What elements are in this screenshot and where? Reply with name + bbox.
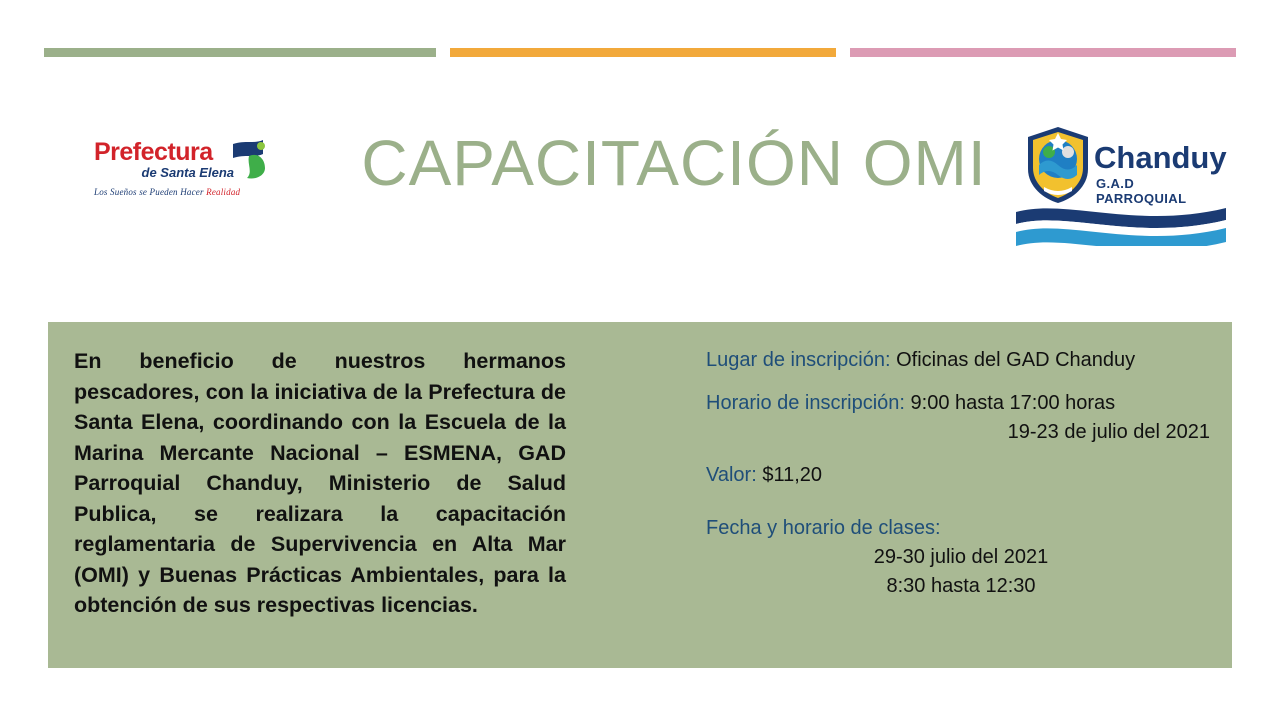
details-column bbox=[706, 346, 1216, 615]
decorative-bar-group bbox=[44, 48, 1236, 57]
prefectura-logo-subtitle: de Santa Elena bbox=[141, 165, 234, 180]
clases-hora: 8:30 hasta 12:30 bbox=[886, 575, 1036, 597]
prefectura-slogan-part2: Realidad bbox=[206, 187, 241, 197]
lugar-label: Lugar de inscripción: bbox=[706, 349, 891, 371]
valor-value: $11,20 bbox=[762, 464, 823, 486]
decorative-bar-green bbox=[44, 48, 436, 57]
chanduy-logo bbox=[1016, 120, 1226, 250]
horario-label: Horario de inscripción: bbox=[706, 392, 905, 414]
details-spacer bbox=[706, 504, 1216, 514]
valor-label: Valor: bbox=[706, 464, 757, 486]
prefectura-slogan-part1: Los Sueños se Pueden Hacer bbox=[94, 187, 207, 197]
chanduy-logo-subtitle: G.A.D PARROQUIAL bbox=[1096, 176, 1187, 206]
prefectura-emblem-icon bbox=[229, 138, 269, 180]
description-paragraph: En beneficio de nuestros hermanos pescadores, con la iniciativa de la Prefectura de Santa Elena, coordinando con la Escuela de la Marina Mercante Nacional – ESMENA, GAD Parroquial Chanduy, Ministerio de Salud Publica, se realizara la capacitación reglamentaria de Supervivencia en Alta Mar (OMI) y Buenas Prácticas Ambientales, para la obtención de sus respectivas licencias. bbox=[74, 349, 566, 618]
decorative-bar-orange bbox=[450, 48, 836, 57]
horario-line bbox=[706, 389, 1216, 418]
lugar-line bbox=[706, 346, 1216, 375]
clases-fecha: 29-30 julio del 2021 bbox=[873, 546, 1049, 568]
horario-value: 9:00 hasta 17:00 horas bbox=[910, 392, 1116, 414]
decorative-bar-pink bbox=[850, 48, 1236, 57]
content-panel bbox=[48, 322, 1232, 668]
chanduy-wave-icon bbox=[1016, 198, 1226, 246]
slide-title: CAPACITACIÓN OMI bbox=[361, 127, 987, 199]
chanduy-logo-name: Chanduy bbox=[1094, 140, 1227, 175]
clases-label: Fecha y horario de clases: bbox=[706, 517, 941, 539]
valor-line bbox=[706, 461, 1216, 490]
prefectura-logo-slogan bbox=[94, 187, 269, 197]
prefectura-logo bbox=[94, 140, 269, 220]
valor-block bbox=[706, 461, 1216, 490]
chanduy-crest-icon bbox=[1024, 125, 1092, 205]
horario-fechas: 19-23 de julio del 2021 bbox=[1007, 421, 1210, 443]
clases-block bbox=[706, 514, 1216, 601]
lugar-value: Oficinas del GAD Chanduy bbox=[896, 349, 1136, 371]
slide-header bbox=[44, 120, 1236, 260]
prefectura-logo-word: Prefectura bbox=[94, 138, 213, 166]
lugar-block bbox=[706, 346, 1216, 375]
horario-block bbox=[706, 389, 1216, 447]
